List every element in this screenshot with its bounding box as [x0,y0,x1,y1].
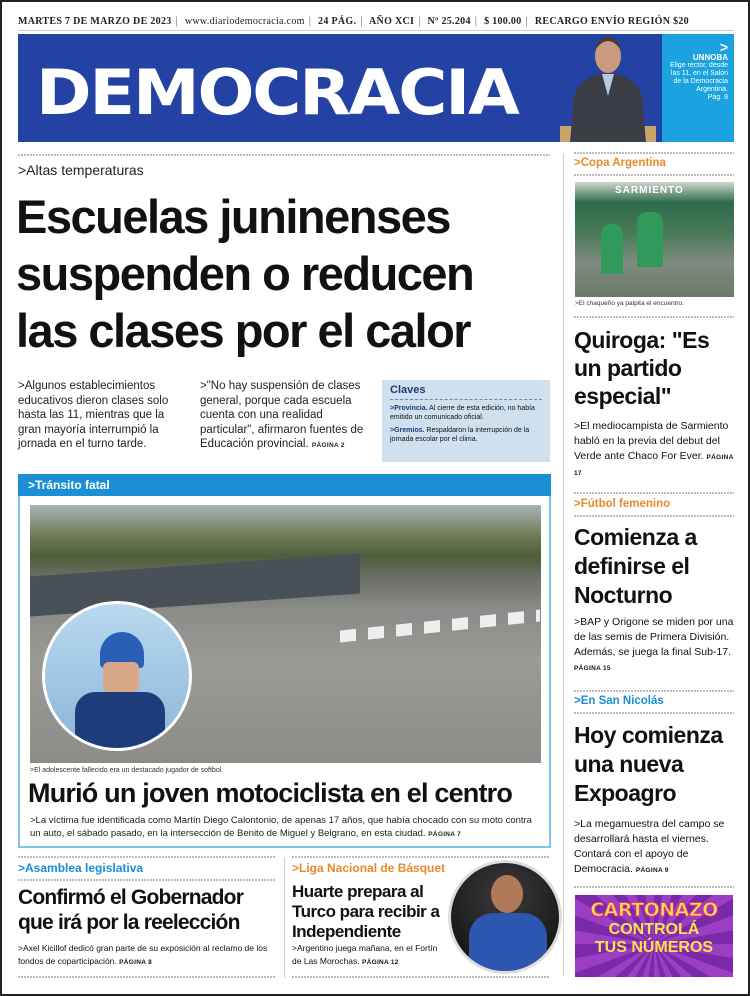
claves-box [382,380,550,462]
divider [574,174,734,176]
victim-portrait [42,601,192,751]
headline-line: suspenden o reducen [16,247,474,300]
ad-title: CARTONAZO [590,899,718,921]
sannicolas-kicker: >En San Nicolás [574,695,664,707]
masthead-banner [18,34,734,142]
page-ref[interactable]: PÁGINA 15 [574,665,611,672]
futbol-text [574,615,736,676]
headline-line: Escuelas juninenses [16,190,450,243]
page-count: 24 PÁG. [318,16,357,27]
basket-kicker: >Liga Nacional de Básquet [292,861,446,875]
basket-headline[interactable]: Huarte prepara al Turco para recibir a Independiente [292,882,440,941]
headline-line: las clases por el calor [16,304,471,357]
futbol-headline[interactable]: Comienza a definirse el Nocturno [574,524,697,608]
rector-photo [560,26,656,142]
claves-item [390,426,542,444]
copa-text [574,419,736,481]
page-ref[interactable]: PÁGINA 7 [428,831,462,838]
surcharge: RECARGO ENVÍO REGIÓN $20 [534,16,689,27]
claves-title: Claves [390,384,542,400]
sannicolas-headline[interactable]: Hoy comienza una nueva Expoagro [574,722,723,806]
main-col2-text: >"No hay suspensión de clases general, porque cada escuela cuenta con una realidad particular", afirmaron fuentes de Educación provincial. [200,380,364,450]
divider [292,976,550,978]
claves-item [390,404,542,422]
masthead-info-line: MARTES 7 DE MARZO DE 2023 | www.diariodemocracia.com | 24 PÁG. | AÑO XCI | Nº 25.204 | $ 100.00 | RECARGO ENVÍO REGIÓN $20 [18,16,734,31]
cartonazo-ad[interactable] [575,895,733,977]
issue-number: Nº 25.204 [427,16,471,27]
claves-label: >Provincia. [390,405,428,412]
assembly-body: >Axel Kicillof dedicó gran parte de su exposición al reclamo de los fondos de coparticipación. [18,943,268,966]
futbol-kicker: >Fútbol femenino [574,498,671,510]
soccer-photo[interactable] [575,182,734,297]
promo-page: Pág. 8 [707,94,728,101]
street-photo[interactable] [30,505,541,763]
stadium-sign: SARMIENTO [615,185,684,196]
sannicolas-body: >La megamuestra del campo se desarrollará hasta el viernes. Contará con el apoyo de Democracia. [574,818,725,875]
logo[interactable]: DEMOCRACIA [36,56,518,129]
copa-headline[interactable]: Quiroga: "Es un partido especial" [574,327,710,409]
divider [574,515,734,517]
divider [574,712,734,714]
divider [18,976,276,978]
page-ref[interactable]: PÁGINA 17 [574,454,734,477]
coach-photo [448,860,562,974]
date: MARTES 7 DE MARZO DE 2023 [18,16,172,27]
page-ref[interactable]: PÁGINA 12 [361,959,399,966]
claves-text: Respaldaron la interrupción de la jornada escolar por el clima. [390,427,530,443]
price: $ 100.00 [484,16,522,27]
assembly-text [18,942,276,969]
transit-headline[interactable]: Murió un joven motociclista en el centro [28,778,513,808]
assembly-kicker: >Asamblea legislativa [18,861,144,875]
divider [574,316,734,318]
divider [574,886,734,888]
transit-caption: >El adolescente fallecido era un destacado jugador de softbol. [30,767,224,774]
copa-body: >El mediocampista de Sarmiento habló en la previa del debut del Verde ante Chaco For Ever. [574,420,729,462]
column-divider [563,154,564,976]
assembly-headline[interactable]: Confirmó el Gobernador que irá por la reelección [18,886,244,934]
page-ref[interactable]: PÁGINA 8 [119,959,152,966]
page-ref[interactable]: PÁGINA 9 [635,867,669,874]
promo-title: UNNOBA [692,53,728,62]
chevron-right-icon: > [719,39,728,55]
main-kicker: >Altas temperaturas [18,162,144,178]
transit-kicker: >Tránsito fatal [18,474,551,496]
divider [574,152,734,154]
year: AÑO XCI [369,16,415,27]
sannicolas-text [574,817,736,878]
transit-text [30,814,545,841]
claves-text: Al cierre de esta edición, no había emitido un comunicado oficial. [390,405,535,421]
basket-body: >Argentino juega mañana, en el Fortín de Las Morochas. [292,943,438,966]
divider [292,856,550,858]
main-headline[interactable] [16,188,556,359]
divider [574,690,734,692]
claves-label: >Gremios. [390,427,425,434]
futbol-body: >BAP y Origone se miden por una de las semis de Primera División. Además, se juega la final Sub-17. [574,616,734,658]
divider [18,856,276,858]
copa-caption: >El chaqueño ya palpita el encuentro. [575,300,684,307]
basket-text [292,942,444,969]
column-divider [284,858,285,978]
ad-line: TUS NÚMEROS [594,939,714,956]
divider [18,154,550,156]
promo-text: Elige rector, desde las 11, en el Salón de la Democracia Argentina. [670,62,728,93]
divider [574,492,734,494]
promo-box[interactable] [662,34,734,142]
website-link[interactable]: www.diariodemocracia.com [184,16,305,27]
main-col1: >Algunos establecimientos educativos dieron clases solo hasta las 11, mientras que la gran mayoría interrumpió la jornada en el turno tarde. [18,380,169,450]
transit-body: >La víctima fue identificada como Martín Diego Calontonio, de apenas 17 años, que había chocado con su moto contra un auto, el sábado pasado, en la intersección de Benito de Miguel y Belgrano, en esta ciudad. [30,815,532,839]
main-col2 [200,379,372,454]
copa-kicker: >Copa Argentina [574,157,666,169]
ad-line: CONTROLÁ [608,921,700,938]
divider [18,879,276,881]
page-ref[interactable]: PÁGINA 2 [311,442,345,449]
